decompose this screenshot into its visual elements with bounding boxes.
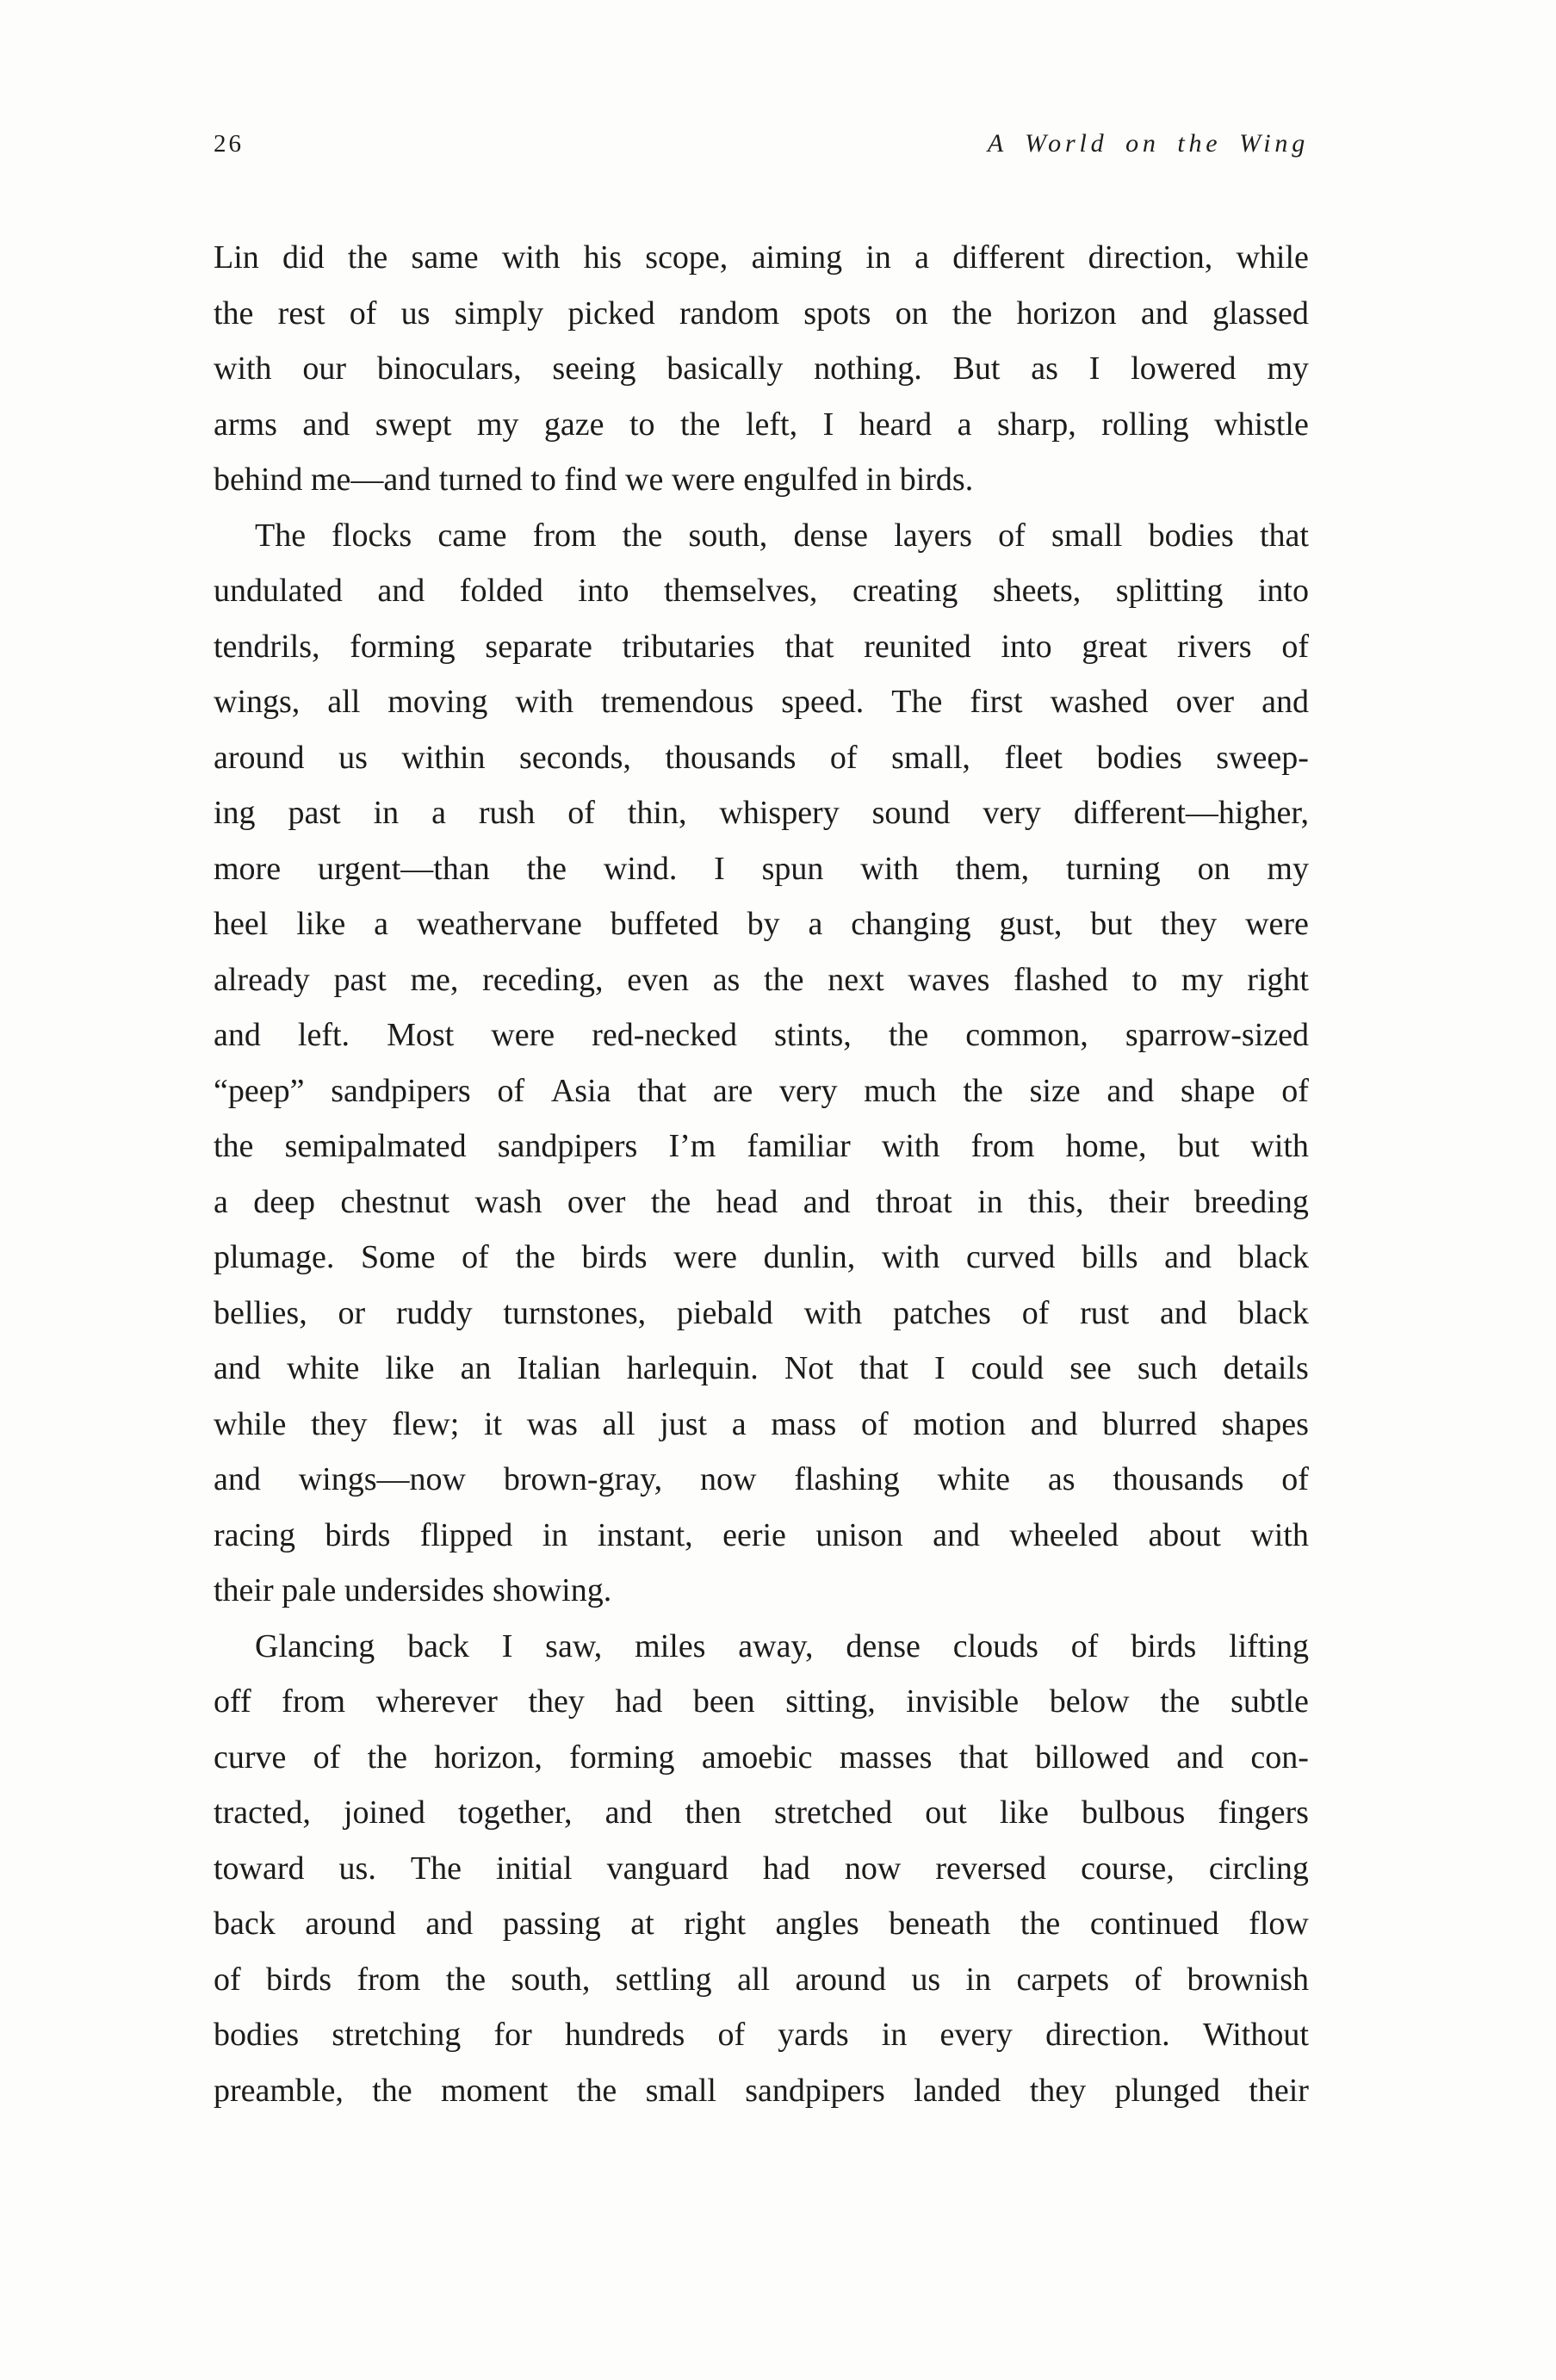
text-line: back around and passing at right angles beneath the continued flow [214,1906,1309,1942]
text-line: more urgent—than the wind. I spun with them, turning on my [214,850,1309,887]
text-line: arms and swept my gaze to the left, I heard a sharp, rolling whistle [214,406,1309,443]
text-line: tracted, joined together, and then stretched out like bulbous fingers [214,1794,1309,1831]
text-line: heel like a weathervane buffeted by a changing gust, but they were [214,906,1309,942]
text-line: of birds from the south, settling all around us in carpets of brownish [214,1961,1309,1998]
text-line: tendrils, forming separate tributaries that reunited into great rivers of [214,628,1309,665]
paragraph [214,230,1309,508]
text-line: bellies, or ruddy turnstones, piebald with patches of rust and black [214,1294,1309,1331]
text-line: toward us. The initial vanguard had now reversed course, circling [214,1850,1309,1887]
page-number: 26 [214,130,244,158]
text-line: Lin did the same with his scope, aiming in a different direction, while [214,239,1309,276]
paragraph [214,508,1309,1619]
running-head [214,129,1309,158]
body-text [214,230,1309,2118]
text-line: curve of the horizon, forming amoebic masses that billowed and con- [214,1739,1309,1776]
text-line: preamble, the moment the small sandpipers landed they plunged their [214,2072,1309,2109]
running-title: A World on the Wing [987,129,1309,158]
text-line: bodies stretching for hundreds of yards in every direction. Without [214,2017,1309,2053]
text-line: “peep” sandpipers of Asia that are very much the size and shape of [214,1072,1309,1109]
text-line: with our binoculars, seeing basically nothing. But as I lowered my [214,350,1309,387]
text-line: ing past in a rush of thin, whispery sound very different—higher, [214,795,1309,831]
text-line: undulated and folded into themselves, creating sheets, splitting into [214,573,1309,609]
text-line: and wings—now brown-gray, now flashing white as thousands of [214,1461,1309,1497]
text-line: around us within seconds, thousands of small, fleet bodies sweep- [214,739,1309,776]
text-line: already past me, receding, even as the next waves flashed to my right [214,961,1309,998]
text-line: behind me—and turned to find we were engulfed in birds. [214,462,974,498]
text-line: the semipalmated sandpipers I’m familiar with from home, but with [214,1128,1309,1164]
text-line: plumage. Some of the birds were dunlin, with curved bills and black [214,1239,1309,1275]
text-line: racing birds flipped in instant, eerie unison and wheeled about with [214,1516,1309,1553]
paragraph [214,1619,1309,2119]
text-line: a deep chestnut wash over the head and throat in this, their breeding [214,1183,1309,1220]
text-line: the rest of us simply picked random spots on the horizon and glassed [214,294,1309,332]
text-line: while they flew; it was all just a mass of motion and blurred shapes [214,1405,1309,1442]
text-line: wings, all moving with tremendous speed. The first washed over and [214,684,1309,720]
text-line: and left. Most were red-necked stints, the common, sparrow-sized [214,1017,1309,1053]
text-line: Glancing back I saw, miles away, dense clouds of birds lifting [255,1627,1309,1664]
text-line: their pale undersides showing. [214,1572,612,1608]
text-line: The flocks came from the south, dense layers of small bodies that [255,517,1309,554]
text-line: off from wherever they had been sitting, invisible below the subtle [214,1683,1309,1720]
text-line: and white like an Italian harlequin. Not that I could see such details [214,1350,1309,1386]
